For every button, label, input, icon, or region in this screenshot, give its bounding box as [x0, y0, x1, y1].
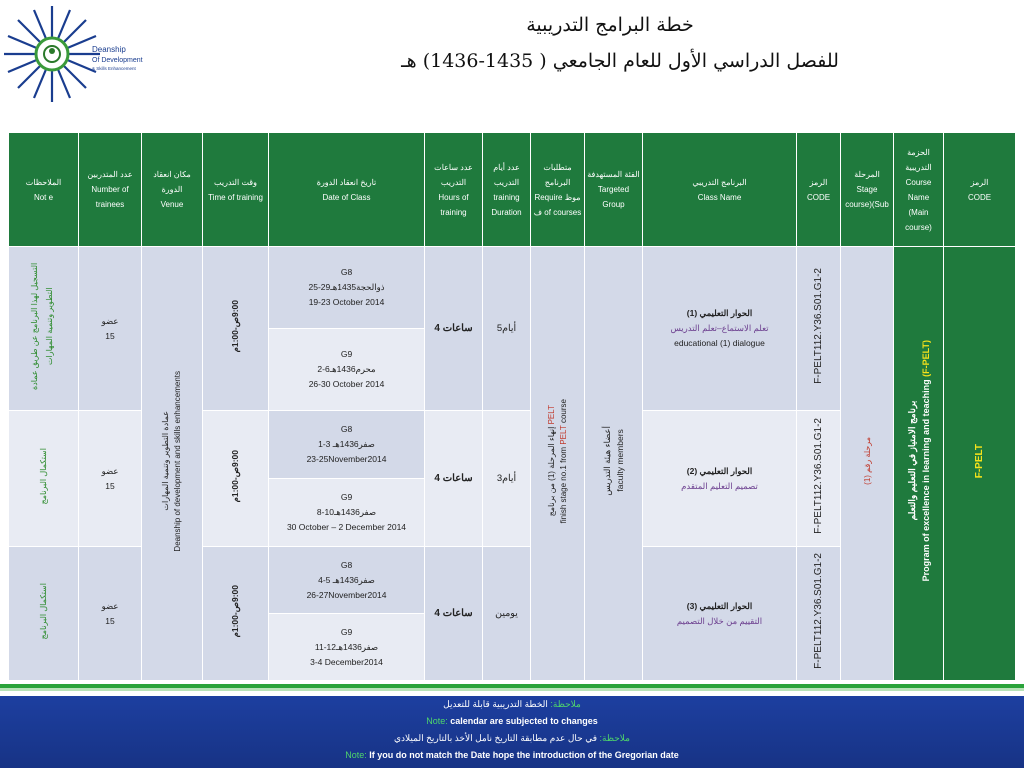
hours-cell: 4 ساعات — [425, 547, 483, 681]
header-prerequisites: متطلبات البرنامج Require موظ ف of courses — [531, 133, 585, 247]
notes-cell: استكمال البرنامج — [9, 547, 79, 681]
header-program: البرنامج التدريبي Class Name — [643, 133, 797, 247]
header-stage: المرحلة Stage course)(Sub — [841, 133, 894, 247]
stage-cell: مرحلة رقم (1) — [841, 247, 894, 681]
days-cell: يومين — [483, 547, 531, 681]
table-row — [9, 247, 1016, 329]
code-cell: F-PELT112.Y36.S01.G1-2 — [797, 547, 841, 681]
training-plan-table — [8, 132, 1016, 681]
footer-note-3: ملاحظة: في حال عدم مطابقة التاريخ نامل الأخذ بالتاريخ الميلادي — [394, 733, 630, 743]
date-cell: G9 2-6محرم1436هـ 26-30 October 2014 — [269, 329, 425, 411]
date-cell: G8 1-3 صفر1436هـ 23-25November2014 — [269, 411, 425, 479]
hours-cell: 4 ساعات — [425, 247, 483, 411]
page-title: خطة البرامج التدريبية — [526, 14, 694, 36]
svg-text:& Skills Enhancement: & Skills Enhancement — [92, 66, 136, 71]
page-subtitle: للفصل الدراسي الأول للعام الجامعي ( 1435-1436) هـ — [401, 50, 839, 72]
date-cell: G8 25-29ذوالحجة1435هـ 19-23 October 2014 — [269, 247, 425, 329]
program-cell: الحوار التعليمي (1) تعلم الاستماع–تعلم التدريس educational (1) dialogue — [643, 247, 797, 411]
date-cell: G9 8-10صفر1436هـ 30 October – 2 December 2014 — [269, 479, 425, 547]
date-cell: G8 4-5 صفر1436هـ 26-27November2014 — [269, 547, 425, 614]
header-time: وقت التدريب Time of training — [203, 133, 269, 247]
header-days: عدد أيام التدريب training Duration — [483, 133, 531, 247]
footer-note-4: Note: If you do not match the Date hope the introduction of the Gregorian date — [345, 750, 679, 760]
venue-cell: عمادة التطوير وتنمية المهارات Deanship of development and skills enhancements — [142, 247, 203, 681]
days-cell: 5أيام — [483, 247, 531, 411]
package-cell: برنامج الامتياز في التعليم والتعلم Program of excellence in learning and teaching (F-PELT) — [894, 247, 944, 681]
header-hours: عدد ساعات التدريب Hours of training — [425, 133, 483, 247]
header-trainees: عدد المتدربين Number of trainees — [79, 133, 142, 247]
time-cell: 9:00ص-1:00م — [203, 547, 269, 681]
main-code-cell: F-PELT — [944, 247, 1016, 681]
deanship-logo — [2, 2, 152, 106]
header-package: الحزمة التدريبية Course Name (Main course) — [894, 133, 944, 247]
header-target-group: الفئة المستهدفة Targeted Group — [585, 133, 643, 247]
prerequisites-cell: إنهاء المرحلة (1) من برنامج PELT finish stage no.1 from PELT course — [531, 247, 585, 681]
header-venue: مكان انعقاد الدورة Venue — [142, 133, 203, 247]
footer-stripe-light — [0, 688, 1024, 691]
footer-notes — [0, 696, 1024, 768]
trainees-cell: عضو 15 — [79, 247, 142, 411]
notes-cell: استكمال البرنامج — [9, 411, 79, 547]
svg-text:Of Development: Of Development — [92, 57, 143, 64]
notes-cell: التسجيل لهذا البرنامج عن طريق عمادة التطوير وتنمية المهارات — [9, 247, 79, 411]
date-cell: G9 11-12صفر1436هـ 3-4 December2014 — [269, 614, 425, 681]
time-cell: 9:00ص-1:00م — [203, 247, 269, 411]
hours-cell: 4 ساعات — [425, 411, 483, 547]
footer-note-1: ملاحظة: الخطة التدريبية قابلة للتعديل — [443, 699, 581, 709]
trainees-cell: عضو 15 — [79, 411, 142, 547]
header-main-code: الرمز CODE — [944, 133, 1016, 247]
table-header-row — [9, 133, 1016, 247]
program-cell: الحوار التعليمي (2) تصميم التعليم المتقدم — [643, 411, 797, 547]
code-cell: F-PELT112.Y36.S01.G1-2 — [797, 411, 841, 547]
header-code: الرمز CODE — [797, 133, 841, 247]
trainees-cell: عضو 15 — [79, 547, 142, 681]
target-group-cell: أعضاء هيئة التدريس faculty members — [585, 247, 643, 681]
time-cell: 9:00ص-1:00م — [203, 411, 269, 547]
days-cell: 3أيام — [483, 411, 531, 547]
header-date: تاريخ انعقاد الدورة Date of Class — [269, 133, 425, 247]
code-cell: F-PELT112.Y36.S01.G1-2 — [797, 247, 841, 411]
program-cell: الحوار التعليمي (3) التقييم من خلال التصميم — [643, 547, 797, 681]
header-notes: الملاحظات Not e — [9, 133, 79, 247]
footer-note-2: Note: calendar are subjected to changes — [426, 716, 598, 726]
svg-text:Deanship: Deanship — [92, 45, 126, 54]
